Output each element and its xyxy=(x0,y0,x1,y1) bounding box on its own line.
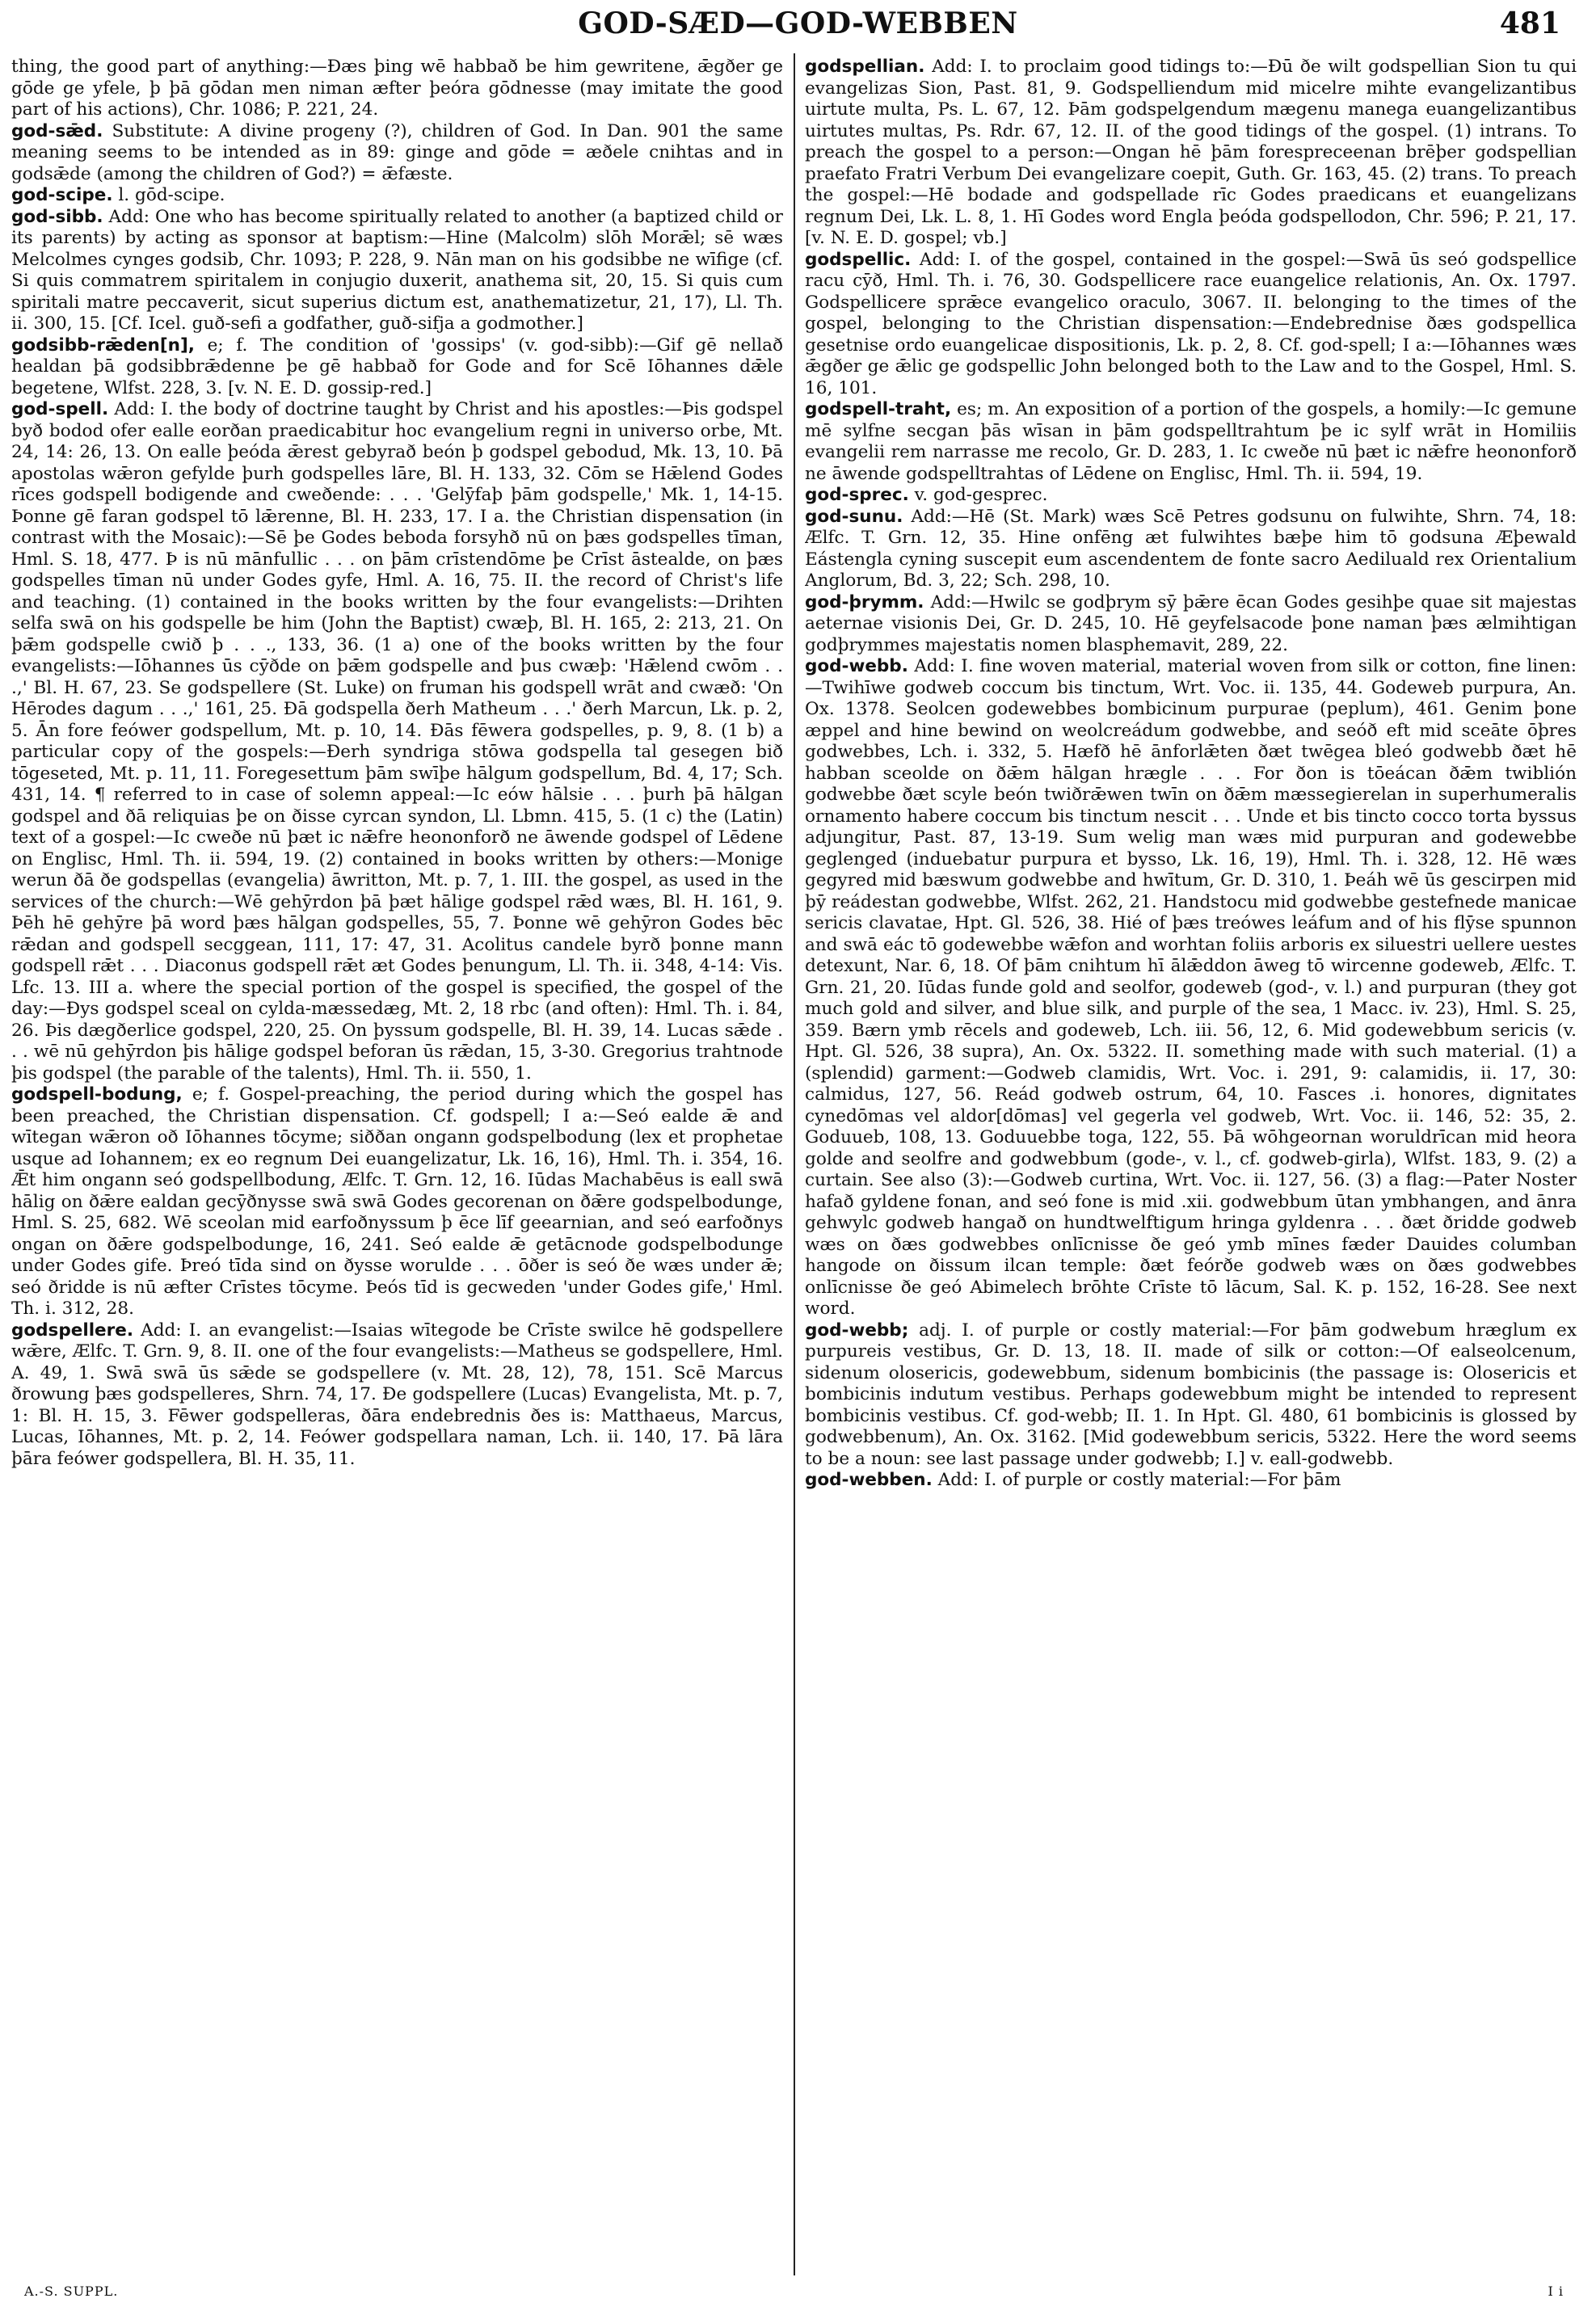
dictionary-entry xyxy=(11,335,783,400)
entry-headword: god-spell. xyxy=(11,399,109,419)
dictionary-entry xyxy=(11,1084,783,1320)
entry-text: Add: I. an evangelist:—Isaias wītegode be Crīste swilce hē godspellere wǣre, Ælfc. T. Grn. 9, 8. II. one of the four evangelists:—Matheus se godspellere, Hml. A. 49, 1. Swā swā ūs sǣde se godspellere (v. Mt. 28, 12), 78, 151. Scē Marcus ðrowung þæs godspelleres, Shrn. 74, 17. Ðe godspellere (Lucas) Evangelista, Mt. p. 7, 1: Bl. H. 15, 3. Fēwer godspelleras, ðāra endebrednis ðes is: Matthaeus, Marcus, Lucas, Iōhannes, Mt. p. 2, 14. Feówer godspellara naman, Lch. ii. 140, 17. Þā lāra þāra feówer godspellera, Bl. H. 35, 11. xyxy=(11,1320,783,1469)
dictionary-entry xyxy=(11,1320,783,1471)
entry-headword: god-sibb. xyxy=(11,206,103,227)
entry-headword: god-webben. xyxy=(805,1470,933,1490)
page-footer xyxy=(24,2284,1564,2303)
entry-text: e; f. The condition of 'gossips' (v. god-sibb):—Gif gē nellað healdan þā godsibbrǣdenne þe gē habbað for Gode and for Scē Iōhannes dǣle begetene, Wlfst. 228, 3. [v. N. E. D. gossip-red.] xyxy=(11,335,783,398)
entry-text: e; f. Gospel-preaching, the period during which the gospel has been preached, the Christian dispensation. Cf. godspell; I a:—Seó ealde ǣ and wītegan wǣron oð Iōhannes tōcyme; siððan ongann godspelbodung (lex et prophetae usque ad Iohannem; ex eo regnum Dei euangelizatur, Lk. 16, 16), Hml. Th. i. 354, 16. Ǣt him ongann seó godspellbodung, Ælfc. T. Grn. 12, 16. Iūdas Machabēus is eall swā hālig on ðǣre ealdan gecȳðnysse swā swā Godes gecorenan on ðǣre godspelbodunge, Hml. S. 25, 682. Wē sceolan mid earfoðnyssum þ ēce līf geearnian, and seó earfoðnys ongan on ðǣre godspelbodunge, 16, 241. Seó ealde ǣ getācnode godspelbodunge under Godes gife. Þreó tīda sind on ðysse worulde . . . ōðer is seó ðe wæs under ǣ; seó ðridde is nū æfter Crīstes tōcyme. Þeós tīd is gecweden 'under Godes gife,' Hml. Th. i. 312, 28. xyxy=(11,1084,783,1319)
dictionary-entry xyxy=(805,250,1577,400)
sheet-mark: I i xyxy=(1548,2284,1564,2299)
entry-text: Add: I. of the gospel, contained in the gospel:—Swā ūs seó godspellice racu cȳð, Hml. Th. i. 76, 30. Godspellicere race euangelice relationis, An. Ox. 1797. Godspellicere sprǣce evangelico oraculo, 3067. II. belonging to the times of the gospel, belonging to the Christian dispensation:—Endebrednise ðæs godspellica gesetnise ordo euangelicae dispositionis, Lk. p. 2, 8. Cf. god-spell; I a:—Iōhannes wæs ǣgðer ge ǣlic ge godspellic John belonged both to the Law and to the Gospel, Hml. S. 16, 101. xyxy=(805,249,1577,398)
entry-text: v. god-gesprec. xyxy=(914,485,1048,505)
entry-headword: godspellian. xyxy=(805,57,925,77)
dictionary-entry xyxy=(805,57,1577,250)
entry-headword: god-scipe. xyxy=(11,185,113,205)
dictionary-entry xyxy=(11,185,783,207)
page-number: 481 xyxy=(1499,6,1560,40)
entry-headword: godspellere. xyxy=(11,1320,133,1341)
dictionary-entry xyxy=(805,485,1577,507)
column-divider xyxy=(794,53,795,2275)
entry-headword: god-webb; xyxy=(805,1320,909,1341)
entry-headword: god-sǣd. xyxy=(11,120,103,141)
dictionary-entry xyxy=(11,121,783,186)
signature-mark: A.-S. SUPPL. xyxy=(24,2284,119,2299)
entry-headword: godspell-traht, xyxy=(805,399,952,419)
left-column xyxy=(11,57,783,2271)
entry-text: Add:—Hwilc se godþrym sȳ þǣre ēcan Godes gesihþe quae sit majestas aeternae visionis Dei, Gr. D. 245, 10. Hē geyfelsacode þone naman þæs ælmihtigan godþrymmes majestatis nomen blasphemavit, 289, 22. xyxy=(805,591,1577,655)
entry-text: thing, the good part of anything:—Ðæs þing wē habbað be him gewritene, ǣgðer ge gōde ge yfele, þ þā gōdan men niman æfter þeóra gōdnesse (may imitate the good part of his actions), Chr. 1086; P. 221, 24. xyxy=(11,57,783,120)
dictionary-entry xyxy=(805,507,1577,592)
running-header xyxy=(6,5,1590,40)
entry-text: es; m. An exposition of a portion of the gospels, a homily:—Ic gemune mē sylfne secgan þās wīsan in þām godspelltrahtum þe ic sylf wrāt in Homiliis evangelii rem narrasse me recolo, Gr. D. 283, 1. Ic cweðe nū þæt ic nǣfre heononforð ne āwende godspelltrahtas of Lēdene on Englisc, Hml. Th. ii. 594, 19. xyxy=(805,399,1577,484)
entry-text: adj. I. of purple or costly material:—For þām godwebum hræglum ex purpureis vestibus, Gr. D. 13, 18. II. made of silk or cotton:—Of ealseolcenum, sidenum olosericis, godewebbum, sidenum bombicinis (the passage is: Olosericis et bombicinis indutum vestibus. Perhaps godewebbum might be intended to represent bombicinis vestibus. Cf. god-webb; II. 1. In Hpt. Gl. 480, 61 bombicinis is glossed by godwebbenum), An. Ox. 3162. [Mid godewebbum sericis, 5322. Here the word seems to be a noun: see last passage under godwebb; I.] v. eall-godwebb. xyxy=(805,1320,1577,1469)
right-column xyxy=(805,57,1577,2271)
dictionary-entry xyxy=(805,399,1577,485)
entry-headword: godspellic. xyxy=(805,249,912,270)
entry-headword: god-sprec. xyxy=(805,485,909,505)
entry-text: Add: I. of purple or costly material:—For þām xyxy=(937,1470,1341,1490)
entry-text: Add: One who has become spiritually related to another (a baptized child or its parents) by acting as sponsor at baptism:—Hine (Malcolm) slōh Morǣl; sē wæs Melcolmes cynges godsib, Chr. 1093; P. 228, 9. Nān man on his godsibbe ne wīfige (cf. Si quis commatrem spiritalem in conjugio duxerit, anathema sit, 20, 15. Si quis cum spiritali matre peccaverit, sicut superius dictum est, anathematizetur, 21, 17), Ll. Th. ii. 300, 15. [Cf. Icel. guð-sefi a godfather, guð-sifja a godmother.] xyxy=(11,206,783,334)
entry-headword: god-sunu. xyxy=(805,506,903,527)
dictionary-entry xyxy=(11,57,783,121)
entry-text: Add:—Hē (St. Mark) wæs Scē Petres godsunu on fulwihte, Shrn. 74, 18: Ælfc. T. Grn. 12, 35. Hine onfēng æt fulwihtes bæþe him tō godsuna Æþewald Eástengla cyning suscepit eum ascendentem de fonte sacro Aediluald rex Orientalium Anglorum, Bd. 3, 22; Sch. 298, 10. xyxy=(805,506,1577,591)
dictionary-entry xyxy=(805,592,1577,657)
dictionary-entry xyxy=(805,1470,1577,1492)
entry-text: l. gōd-scipe. xyxy=(118,185,225,205)
entry-text: Add: I. the body of doctrine taught by Christ and his apostles:—Þis godspel byð bodod ofer ealle eorðan praedicabitur hoc evangelium regni in universo orbe, Mt. 24, 14: 26, 13. On ealle þeóda ǣrest gebyrað beón þ godspel gebodud, Mk. 13, 10. Þā apostolas wǣron gefylde þurh godspelles lāre, Bl. H. 133, 32. Cōm se Hǣlend Godes rīces godspell bodigende and cweðende: . . . 'Gelȳfaþ þām godspelle,' Mk. 1, 14-15. Þonne gē faran godspel tō lǣrenne, Bl. H. 233, 17. I a. the Christian dispensation (in contrast with the Mosaic):—Sē þe Godes beboda forsyhð nū on þæs godspelles tīman, Hml. S. 18, 477. Þ is nū mānfullic . . . on þām crīstendōme þe Crīst āstealde, on þæs godspelles tīman nū under Godes gyfe, Hml. A. 16, 75. II. the record of Christ's life and teaching. (1) contained in the books written by the four evangelists:—Drihten selfa swā on his godspelle be him (John the Baptist) cwæþ, Bl. H. 165, 2: 213, 21. On þǣm godspelle cwið þ . . ., 133, 36. (1 a) one of the books written by the four evangelists:—Iōhannes ūs cȳðde on þǣm godspelle and þus cwæþ: 'Hǣlend cwōm . . .,' Bl. H. 67, 23. Se godspellere (St. Luke) on fruman his godspell wrāt and cwæð: 'On Hērodes dagum . . .,' 161, 25. Ðā godspella ðerh Matheum . . .' ðerh Marcun, Lk. p. 2, 5. Ān fore feówer godspellum, Mt. p. 10, 14. Ðās fēwera godspelles, p. 9, 8. (1 b) a particular copy of the gospels:—Ðerh syndriga stōwa godspella tal gesegen bið tōgeseted, Mt. p. 11, 11. Foregesettum þām swīþe hālgum godspellum, Bd. 4, 17; Sch. 431, 14. ¶ referred to in case of solemn appeal:—Ic eów hālsie . . . þurh þā hālgan godspel and ðā reliquias þe on ðisse cyrcan syndon, Ll. Lbmn. 415, 5. (1 c) the (Latin) text of a gospel:—Ic cweðe nū þæt ic nǣfre heononforð ne āwende godspel of Lēdene on Englisc, Hml. Th. ii. 594, 19. (2) contained in books written by others:—Monige werun ðā ðe godspellas (evangelia) āwritton, Mt. p. 7, 1. III. the gospel, as used in the services of the church:—Wē gehȳrdon þā þæt hālige godspel rǣd wæs, Bl. H. 161, 9. Þēh hē gehȳre þā word þæs hālgan godspelles, 55, 7. Þonne wē gehȳron Godes bēc rǣdan and godspell secggean, 111, 17: 47, 31. Acolitus candele byrð þonne mann godspell rǣt . . . Diaconus godspell rǣt æt Godes þenungum, Ll. Th. ii. 348, 4-14: Vis. Lfc. 13. III a. where the special portion of the gospel is specified, the gospel of the day:—Ðys godspel sceal on cylda-mæssedæg, Mt. 2, 18 rbc (and often): Hml. Th. i. 84, 26. Þis dægðerlice godspel, 220, 25. On þyssum godspelle, Bl. H. 39, 14. Lucas sǣde . . . wē nū gehȳrdon þis hālige godspel beforan ūs rǣdan, 15, 3-30. Gregorius trahtnode þis godspel (the parable of the talents), Hml. Th. ii. 550, 1. xyxy=(11,399,783,1084)
entry-headword: god-þrymm. xyxy=(805,591,924,612)
entry-headword: godsibb-rǣden[n], xyxy=(11,335,195,356)
entry-headword: godspell-bodung, xyxy=(11,1084,183,1105)
entry-text: Add: I. to proclaim good tidings to:—Ðū ðe wilt godspellian Sion tu qui evangelizas Sion, Past. 81, 9. Godspelliendum mid micelre mihte evangelizantibus uirtute multa, Ps. L. 67, 12. Þām godspelgendum mægenu manega euangelizantibus uirtutes multas, Ps. Rdr. 67, 12. II. of the good tidings of the gospel. (1) intrans. To preach the gospel to a person:—Ongan hē þām forespreceenan brēþer godspellian praefato Fratri Verbum Dei evangelizare coepit, Guth. Gr. 163, 45. (2) trans. To preach the gospel:—Hē bodade and godspellade rīc Godes praedicans et euangelizans regnum Dei, Lk. L. 8, 1. Hī Godes word Engla þeóda godspellodon, Chr. 596; P. 21, 17. [v. N. E. D. gospel; vb.] xyxy=(805,57,1577,248)
entry-text: Add: I. fine woven material, material woven from silk or cotton, fine linen:—Twihīwe godweb coccum bis tinctum, Wrt. Voc. ii. 135, 44. Godeweb purpura, An. Ox. 1378. Seolcen godewebbes bombicinum purpurae (peplum), 461. Genim þone æppel and hine bewind on weolcreádum godwebbe, and seóð eft mid sceāte ōþres godwebbes, Lch. i. 332, 5. Hæfð hē ānforlǣten ðæt twēgea bleó godwebb ðæt hē habban sceolde on ðǣm hālgan hrægle . . . For ðon is tōeácan ðǣm twiblión godwebbe ðæt scyle beón twiðrǣwen twīn on ðǣm mæssegierelan in superhumeralis ornamento habere coccum bis tinctum nescit . . . Unde et bis tincto cocco torta byssus adjungitur, Past. 87, 13-19. Sum welig man wæs mid purpuran and godewebbe geglenged (induebatur purpura et bysso, Lk. 16, 19), Hml. Th. i. 328, 12. Hē wæs gegyred mid bæswum godwebbe and hwītum, Gr. D. 310, 1. Þeáh wē ūs gescirpen mid þȳ reádestan godwebbe, Wlfst. 262, 21. Handstocu mid godwebbe gestefnede manicae sericis clavatae, Hpt. Gl. 526, 38. Hié of þæs treówes leáfum and of his flȳse spunnon and swā eác tō godewebbe wǣfon and worhtan foliis arboris ex siluestri uellere uestes detexunt, Nar. 6, 18. Of þām cnihtum hī ālǣddon āweg tō wircenne godeweb, Ælfc. T. Grn. 21, 20. Iūdas funde gold and seolfor, godeweb (god-, v. l.) and purpuran (they got much gold and silver, and blue silk, and purple of the sea, 1 Macc. iv. 23), Hml. S. 25, 359. Bærn ymb rēcels and godeweb, Lch. iii. 56, 12, 6. Mid godewebbum sericis (v. Hpt. Gl. 526, 38 supra), An. Ox. 5322. II. something made with such material. (1) a (splendid) garment:—Godweb clamidis, Wrt. Voc. i. 291, 9: calamidis, ii. 17, 30: calmidus, 127, 56. Reád godweb ostrum, 64, 10. Fasces .i. honores, dignitates cynedōmas vel aldor[dōmas] vel gegerla vel godweb, Wrt. Voc. ii. 146, 52: 35, 2. Goduueb, 108, 13. Goduuebbe toga, 122, 55. Þā wōhgeornan woruldrīcan mid heora golde and seolfre and godwebbum (gode-, v. l., cf. godweb-girla), Wlfst. 183, 9. (2) a curtain. See also (3):—Godweb curtina, Wrt. Voc. ii. 127, 56. (3) a flag:—Pater Noster hafað gyldene fonan, and seó fone is mid .xii. godwebbum ūtan ymbhangen, and ānra gehwylc godweb hangað on hundtwelftigum hringa gyldenra . . . ðæt ðridde godweb wæs on ðæs godwebbes onlīcnisse ðe geó ymb mīnes fæder Dauides columban hangode on ðissum ilcan temple: ðæt feórðe godweb wæs on ðæs godwebbes onlīcnisse ðe geó Abimelech brōhte Crīste tō lācum, Sal. K. p. 152, 16-28. See next word. xyxy=(805,656,1577,1319)
dictionary-entry xyxy=(11,207,783,335)
running-title: GOD-SÆD—GOD-WEBBEN xyxy=(578,6,1018,40)
dictionary-entry xyxy=(805,656,1577,1320)
entry-text: Substitute: A divine progeny (?), children of God. In Dan. 901 the same meaning seems to be intended as in 89: ginge and gōde = æðele cnihtas and in godsǣde (among the children of God?) = ǣfæste. xyxy=(11,120,783,184)
dictionary-entry xyxy=(11,399,783,1084)
entry-headword: god-webb. xyxy=(805,656,908,676)
dictionary-entry xyxy=(805,1320,1577,1471)
